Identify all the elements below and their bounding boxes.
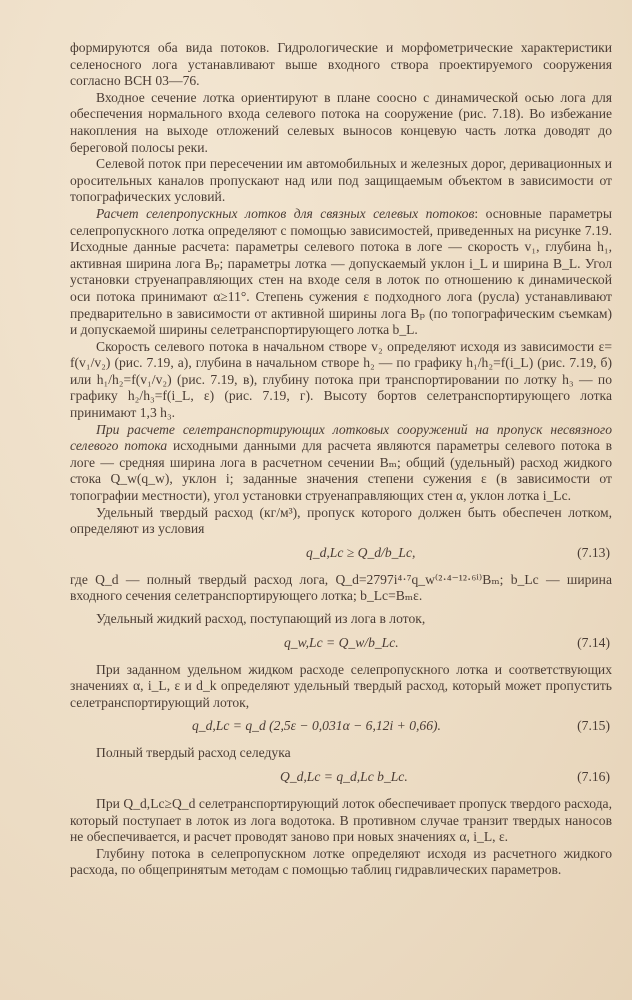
equation-number: (7.16)	[577, 768, 610, 784]
equation-formula: Q_d,Lc = q_d,Lc b_Lc.	[280, 768, 408, 784]
paragraph: Удельный твердый расход (кг/м³), пропуск которого должен быть обеспечен лотком, определяют из условия	[70, 504, 612, 537]
equation-formula: q_w,Lc = Q_w/b_Lc.	[284, 634, 399, 650]
paragraph: формируются оба вида потоков. Гидрологические и морфометрические характеристики селеносного лога устанавливают выше входного створа проектируемого сооружения согласно ВСН 03—76.	[70, 40, 612, 89]
paragraph	[70, 422, 612, 505]
italic-heading: При расчете селетранспортирующих лотковых сооружений на пропуск несвязного селевого потока	[70, 421, 612, 454]
paragraph: Селевой поток при пересечении им автомобильных и железных дорог, деривационных и оросительных каналов пропускают над или под защищаемым объектом в зависимости от топографических условий.	[70, 156, 612, 205]
paragraph: При Q_d,Lc≥Q_d селетранспортирующий лоток обеспечивает пропуск твердого расхода, который поступает в лоток из лога водотока. В противном случае транзит твердых наносов не обеспечивается, и расчет проводят заново при новых значениях α, i_L, ε.	[70, 795, 612, 845]
equation-number: (7.14)	[577, 634, 610, 650]
equation-7-13	[70, 544, 612, 562]
paragraph-text: : основные параметры селепропускного лотка определяют с помощью зависимостей, приведенных на рисунке 7.19. Исходные данные расчета: параметры селевого потока в логе — скорость v₁, глубина h₁, активная ширина лога Bₚ; параметры лотка — допускаемый уклон i_L и ширина B_L. Угол установки струенаправляющих стен на входе селя в лоток по отношению к динамической оси потока принимают α≥11°. Степень сужения ε подходного лога (русла) устанавливают предварительно в зависимости от активной ширины лога Bₚ (по топографическим съемкам) и допускаемой ширины селетранспортирующего лотка b_L.	[70, 205, 612, 338]
paragraph: где Q_d — полный твердый расход лога, Q_d=2797i⁴·⁷q_w⁽²·⁴⁻¹²·⁶ⁱ⁾Bₘ; b_Lc — ширина входного сечения селетранспортирующего лотка; b_Lc=Bₘε.	[70, 571, 612, 604]
equation-formula: q_d,Lc ≥ Q_d/b_Lc,	[306, 544, 416, 560]
paragraph	[70, 206, 612, 339]
equation-formula: q_d,Lc = q_d (2,5ε − 0,031α − 6,12i + 0,66).	[192, 718, 441, 734]
paragraph: Глубину потока в селепропускном лотке определяют исходя из расчетного жидкого расхода, по общепринятым методам с помощью таблиц гидравлических параметров.	[70, 845, 612, 878]
equation-7-14	[70, 634, 612, 652]
equation-number: (7.15)	[577, 718, 610, 734]
equation-number: (7.13)	[577, 544, 610, 560]
paragraph: Удельный жидкий расход, поступающий из лога в лоток,	[96, 611, 426, 626]
paragraph: Входное сечение лотка ориентируют в плане соосно с динамической осью лога для обеспечения нормального входа селевого потока на сооружение (рис. 7.18). Во избежание накопления на выходе отложений селевых выносов концевую часть лотка доводят до береговой полосы реки.	[70, 89, 612, 155]
paragraph: Полный твердый расход селедука	[96, 745, 291, 761]
italic-heading: Расчет селепропускных лотков для связных селевых потоков	[96, 205, 475, 221]
paragraph-text: исходными данными для расчета являются параметры селевого потока в логе — средняя ширина лога в расчетном сечении Bₘ; общий (удельный) расход жидкого стока Q_w(q_w), уклон i; заданные значения степени сужения ε (в зависимости от топографии местности), угол установки струенаправляющих стен α, уклон лотка i_Lc.	[70, 438, 612, 504]
equation-7-16	[70, 768, 612, 786]
equation-7-15	[70, 717, 612, 735]
paragraph: Скорость селевого потока в начальном створе v₂ определяют исходя из зависимости ε= f(v₁/v₂) (рис. 7.19, а), глубина в начальном створе h₂ — по графику h₁/h₂=f(i_L) (рис. 7.19, б) или h₁/h₂=f(v₁/v₂) (рис. 7.19, в), глубину потока при транспортировании по лотку h₃ — по графику h₂/h₃=f(i_L, ε) (рис. 7.19, г). Высоту бортов селетранспортирующего лотка принимают 1,3 h₃.	[70, 338, 612, 421]
paragraph: При заданном удельном жидком расходе селепропускного лотка и соответствующих значениях α, i_L, ε и d_k определяют удельный твердый расход, который может пропустить селетранспортирующий лоток,	[70, 661, 612, 710]
